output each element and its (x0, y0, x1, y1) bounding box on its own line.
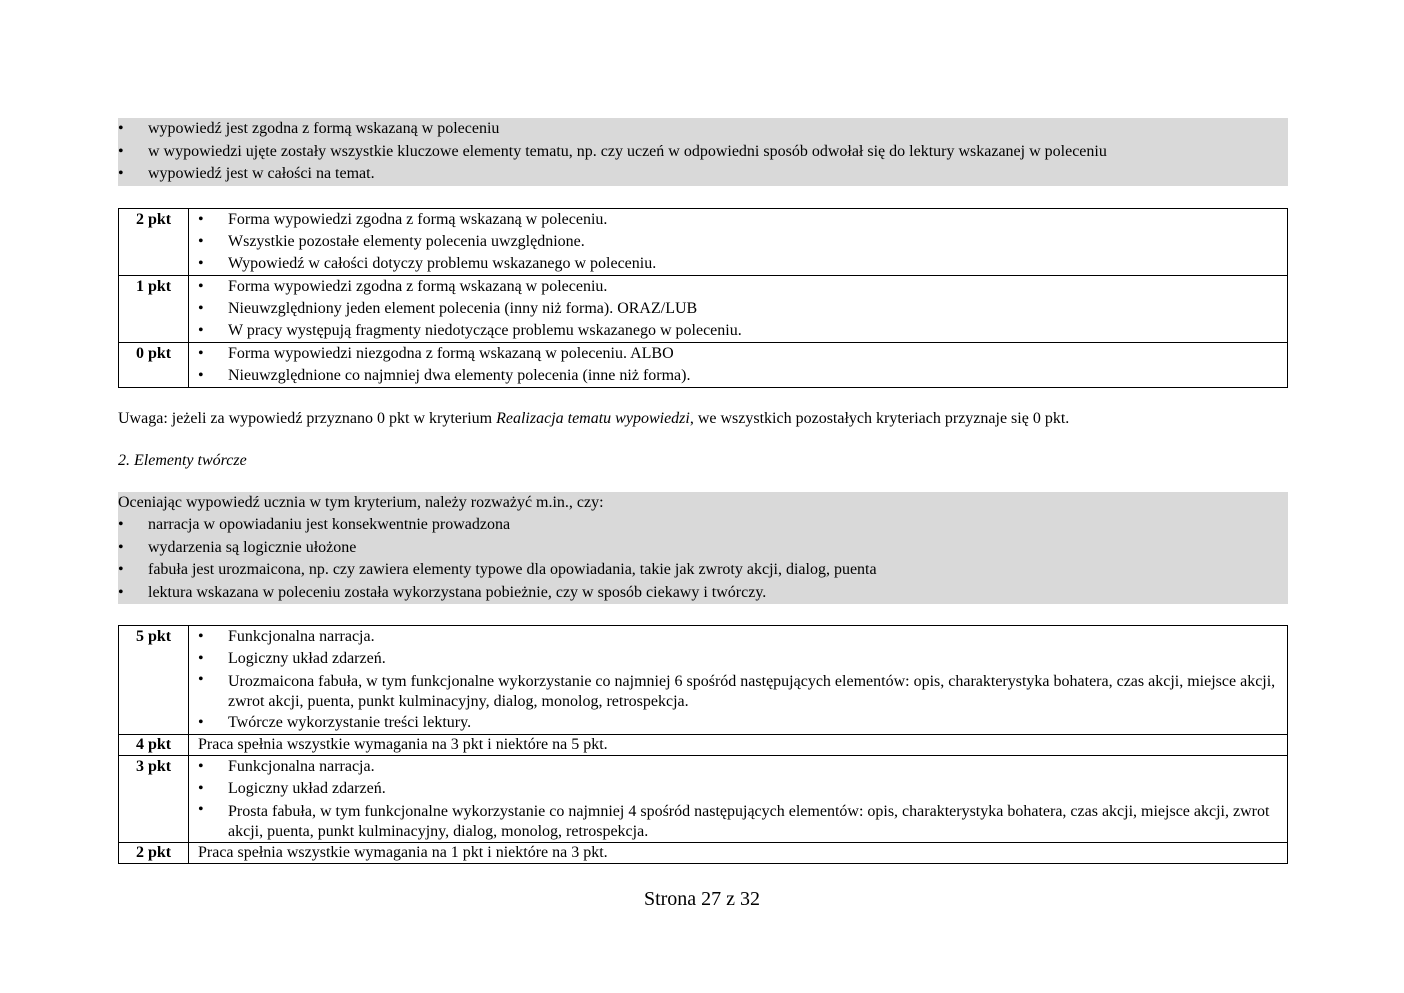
list-item: • Wszystkie pozostałe elementy polecenia uwzględnione. (198, 231, 1281, 253)
description-cell (189, 208, 1288, 275)
list-item: • Funkcjonalna narracja. (198, 626, 1281, 648)
description-cell: Praca spełnia wszystkie wymagania na 3 pkt i niektóre na 5 pkt. (189, 735, 1288, 756)
hint-item: • lektura wskazana w poleceniu została wykorzystana pobieżnie, czy w sposób ciekawy i twórczy. (118, 582, 1288, 605)
list-item: • Forma wypowiedzi zgodna z formą wskazaną w poleceniu. (198, 209, 1281, 231)
list-item: • Funkcjonalna narracja. (198, 756, 1281, 778)
score-cell: 2 pkt (119, 843, 189, 864)
section-title: 2. Elementy twórcze (118, 451, 247, 469)
note-text-before: Uwaga: jeżeli za wypowiedź przyznano 0 pkt w kryterium (118, 409, 497, 427)
table-row (119, 843, 1288, 864)
score-cell: 4 pkt (119, 735, 189, 756)
description-cell (189, 342, 1288, 387)
hints-intro: Oceniając wypowiedź ucznia w tym kryterium, należy rozważyć m.in., czy: (118, 493, 604, 511)
note-text-after: , we wszystkich pozostałych kryteriach przyznaje się 0 pkt. (689, 409, 1070, 427)
table-row (119, 626, 1288, 735)
list-item: • Logiczny układ zdarzeń. (198, 778, 1281, 800)
page-number-footer: Strona 27 z 32 (643, 888, 761, 910)
table-row (119, 735, 1288, 756)
hint-item: • w wypowiedzi ujęte zostały wszystkie kluczowe elementy tematu, np. czy uczeń w odpowiedni sposób odwołał się do lektury wskazanej w poleceniu (118, 141, 1288, 164)
table-row (119, 275, 1288, 342)
hint-item: • fabuła jest urozmaicona, np. czy zawiera elementy typowe dla opowiadania, takie jak zwroty akcji, dialog, puenta (118, 559, 1288, 582)
description-cell: Praca spełnia wszystkie wymagania na 1 pkt i niektóre na 3 pkt. (189, 843, 1288, 864)
list-item: • Urozmaicona fabuła, w tym funkcjonalne wykorzystanie co najmniej 6 spośród następujących elementów: opis, charakterystyka bohatera, czas akcji, miejsce akcji, zwrot akcji, puenta, punkt kulminacyjny, dialog, monolog, retrospekcja. (198, 670, 1281, 712)
list-item: • Nieuwzględniony jeden element polecenia (inny niż forma). ORAZ/LUB (198, 298, 1281, 320)
description-cell (189, 626, 1288, 735)
list-item: • Nieuwzględnione co najmniej dwa elementy polecenia (inne niż forma). (198, 365, 1281, 387)
score-cell: 1 pkt (119, 275, 189, 342)
document-content (118, 118, 1288, 864)
list-item: • Twórcze wykorzystanie treści lektury. (198, 712, 1281, 734)
list-item: • W pracy występują fragmenty niedotyczące problemu wskazanego w poleceniu. (198, 320, 1281, 342)
list-item: • Forma wypowiedzi zgodna z formą wskazaną w poleceniu. (198, 276, 1281, 298)
list-item: • Prosta fabuła, w tym funkcjonalne wykorzystanie co najmniej 4 spośród następujących elementów: opis, charakterystyka bohatera, czas akcji, miejsce akcji, zwrot akcji, puenta, punkt kulminacyjny, dialog, monolog, retrospekcja. (198, 800, 1281, 842)
score-cell: 3 pkt (119, 756, 189, 843)
table-row (119, 756, 1288, 843)
hint-item: • wypowiedź jest w całości na temat. (118, 163, 1288, 186)
table-row (119, 208, 1288, 275)
list-item: • Logiczny układ zdarzeń. (198, 648, 1281, 670)
list-item: • Forma wypowiedzi niezgodna z formą wskazaną w poleceniu. ALBO (198, 343, 1281, 365)
note-criterion-name: Realizacja tematu wypowiedzi (496, 409, 690, 427)
criteria-hints-box-2 (118, 492, 1288, 605)
table-row (119, 342, 1288, 387)
score-cell: 2 pkt (119, 208, 189, 275)
hint-item: • wypowiedź jest zgodna z formą wskazaną w poleceniu (118, 118, 1288, 141)
score-cell: 5 pkt (119, 626, 189, 735)
scoring-table-1 (118, 208, 1288, 388)
score-cell: 0 pkt (119, 342, 189, 387)
note-paragraph (118, 408, 1288, 430)
scoring-table-2 (118, 625, 1288, 864)
list-item: • Wypowiedź w całości dotyczy problemu wskazanego w poleceniu. (198, 253, 1281, 275)
hint-item: • wydarzenia są logicznie ułożone (118, 537, 1288, 560)
description-cell (189, 275, 1288, 342)
hint-item: • narracja w opowiadaniu jest konsekwentnie prowadzona (118, 514, 1288, 537)
criteria-hints-box-1 (118, 118, 1288, 186)
description-cell (189, 756, 1288, 843)
